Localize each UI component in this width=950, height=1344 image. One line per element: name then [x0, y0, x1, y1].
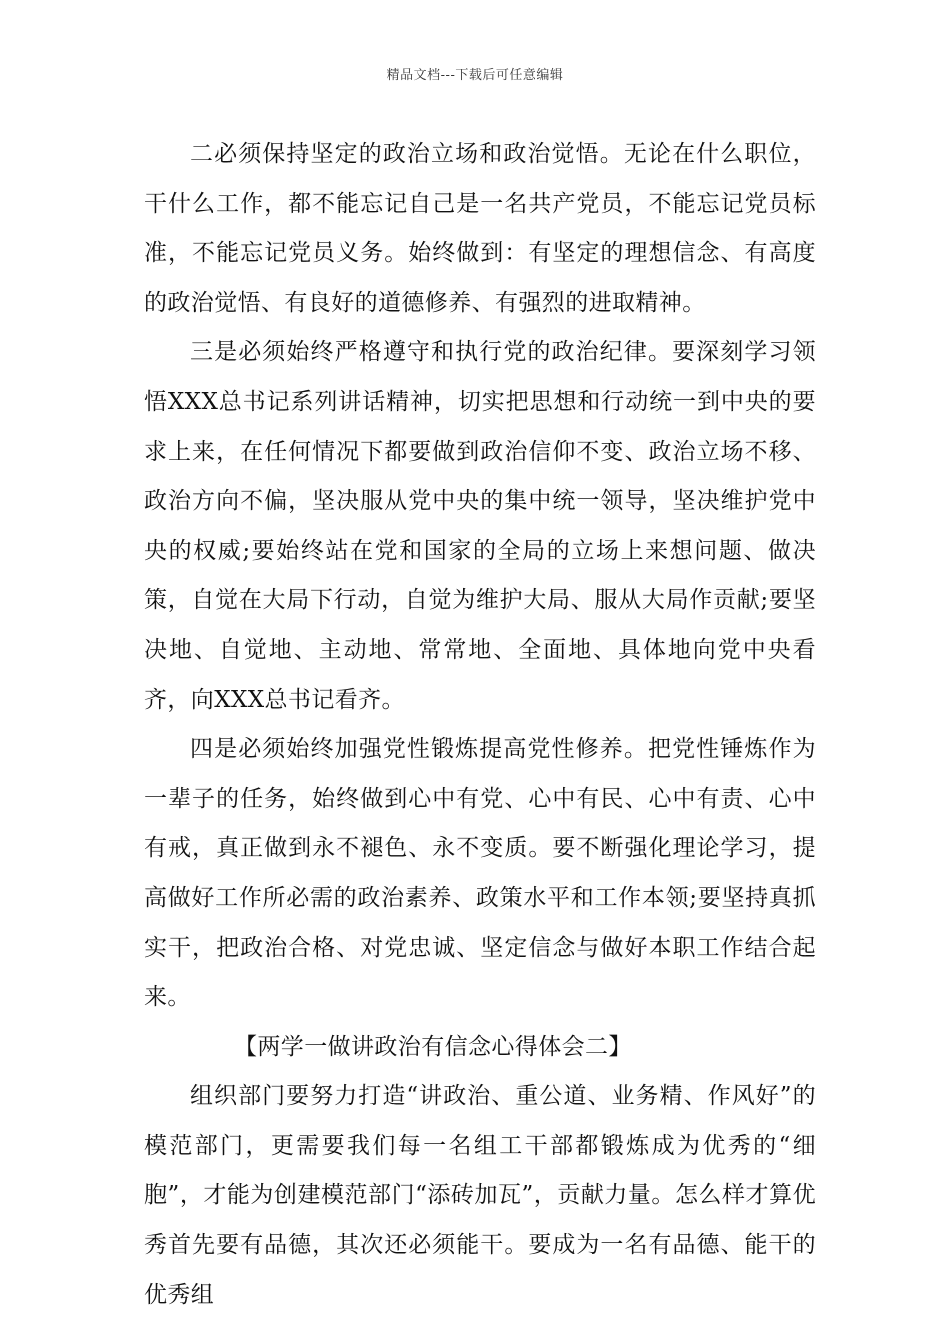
paragraph-2: 三是必须始终严格遵守和执行党的政治纪律。要深刻学习领悟XXX总书记系列讲话精神，切实把思想和行动统一到中央的要求上来，在任何情况下都要做到政治信仰不变、政治立场不移、政治方向不偏，坚决服从党中央的集中统一领导，坚决维护党中央的权威;要始终站在党和国家的全局的立场上来想问题、做决策，自觉在大局下行动，自觉为维护大局、服从大局作贡献;要坚决地、自觉地、主动地、常常地、全面地、具体地向党中央看齐，向XXX总书记看齐。: [144, 339, 816, 713]
page-header: 精品文档---下载后可任意编辑: [386, 68, 564, 83]
document-body: [144, 130, 816, 1320]
paragraph-4: 组织部门要努力打造“讲政治、重公道、业务精、作风好”的模范部门，更需要我们每一名组工干部都锻炼成为优秀的“细胞”，才能为创建模范部门“添砖加瓦”，贡献力量。怎么样才算优秀首先要有品德，其次还必须能干。要成为一名有品德、能干的优秀组: [144, 1083, 816, 1308]
section-title: 【两学一做讲政治有信念心得体会二】: [234, 1033, 632, 1060]
paragraph-1: 二必须保持坚定的政治立场和政治觉悟。无论在什么职位，干什么工作，都不能忘记自己是一名共产党员，不能忘记党员标准，不能忘记党员义务。始终做到：有坚定的理想信念、有高度的政治觉悟、有良好的道德修养、有强烈的进取精神。: [144, 141, 816, 316]
paragraph-3: 四是必须始终加强党性锻炼提高党性修养。把党性锤炼作为一辈子的任务，始终做到心中有党、心中有民、心中有责、心中有戒，真正做到永不褪色、永不变质。要不断强化理论学习，提高做好工作所必需的政治素养、政策水平和工作本领;要坚持真抓实干，把政治合格、对党忠诚、坚定信念与做好本职工作结合起来。: [144, 736, 816, 1011]
